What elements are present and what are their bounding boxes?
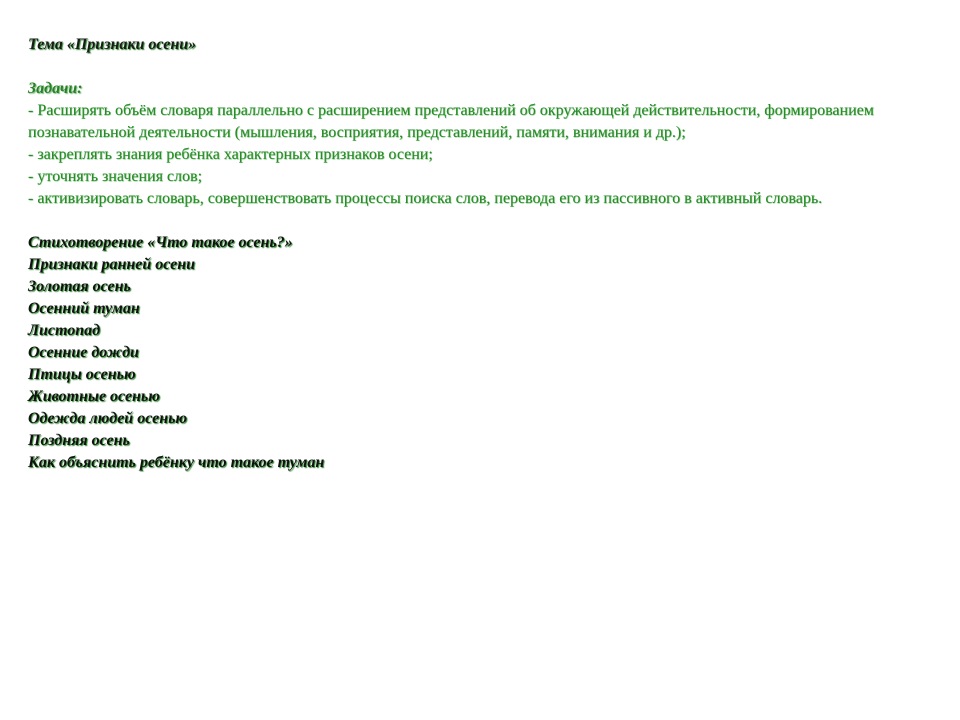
poem-link[interactable]: Стихотворение «Что такое осень?»: [28, 234, 293, 251]
link-explain-fog[interactable]: Как объяснить ребёнку что такое туман: [28, 454, 325, 471]
task-item-3: - уточнять значения слов;: [28, 168, 203, 185]
link-late-autumn[interactable]: Поздняя осень: [28, 432, 130, 449]
link-animals-autumn[interactable]: Животные осенью: [28, 388, 160, 405]
tasks-heading: Задачи:: [28, 80, 83, 97]
link-golden-autumn[interactable]: Золотая осень: [28, 278, 131, 295]
task-item-4: - активизировать словарь, совершенствовать процессы поиска слов, перевода его из пассивного в активный словарь.: [28, 190, 823, 207]
link-autumn-fog[interactable]: Осенний туман: [28, 300, 140, 317]
task-item-1: - Расширять объём словаря параллельно с расширением представлений об окружающей действительности, формированием познавательной деятельности (мышления, восприятия, представлений, памяти, внимания и др.);: [28, 102, 874, 141]
link-autumn-rains[interactable]: Осенние дожди: [28, 344, 139, 361]
link-early-autumn[interactable]: Признаки ранней осени: [28, 256, 196, 273]
link-leaf-fall[interactable]: Листопад: [28, 322, 101, 339]
task-item-2: - закреплять знания ребёнка характерных признаков осени;: [28, 146, 433, 163]
link-clothing-autumn[interactable]: Одежда людей осенью: [28, 410, 188, 427]
spacer: [28, 56, 908, 78]
link-birds-autumn[interactable]: Птицы осенью: [28, 366, 136, 383]
slide-content: [28, 34, 908, 474]
slide-title: Тема «Признаки осени»: [28, 36, 197, 53]
spacer: [28, 210, 908, 232]
